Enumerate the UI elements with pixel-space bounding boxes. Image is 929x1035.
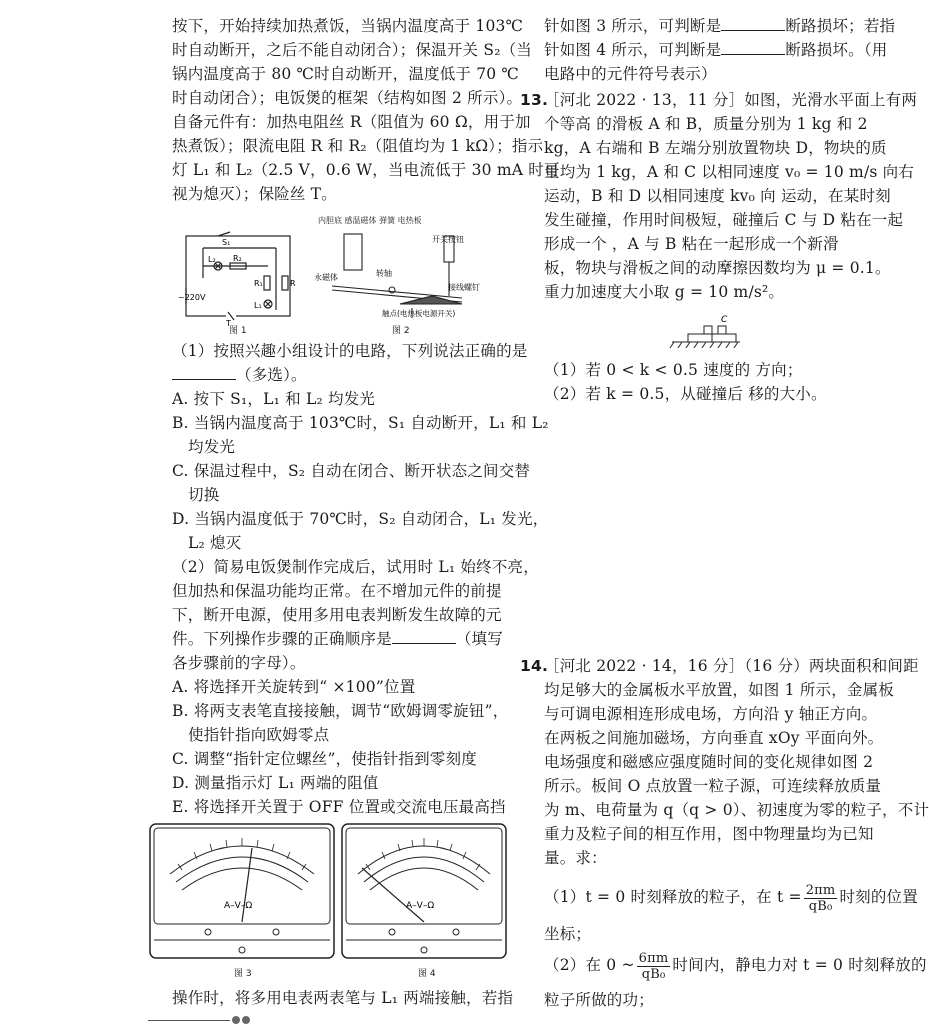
text-line: 针如图 3 所示，可判断是 断路损坏；若指: [544, 17, 896, 35]
q14-sub-1: （1）t = 0 时刻释放的粒子，在 t = $\frac{2\pi m}{\text{qB₀}}$ 时刻的位置: [544, 882, 918, 914]
figure-2-caption: 图 2: [392, 326, 410, 336]
option-a: A. 按下 S₁，L₁ 和 L₂ 均发光: [172, 390, 376, 408]
answer-blank[interactable]: [172, 365, 236, 380]
q2-line: 各步骤前的字母）。: [172, 654, 306, 672]
step-b: B. 将两支表笔直接接触，调节“欧姆调零旋钮”，: [172, 702, 509, 720]
step-a: A. 将选择开关旋转到“ ×100”位置: [172, 678, 416, 696]
q13-line: 发生碰撞，作用时间极短，碰撞后 C 与 D 粘在一起: [544, 211, 904, 229]
dial-label: A–V–Ω: [406, 901, 435, 911]
step-c: C. 调整“指针定位螺丝”，使指针指到零刻度: [172, 750, 477, 768]
q2-line: （2）简易电饭煲制作完成后，试用时 L₁ 始终不亮，: [172, 558, 539, 576]
magnet-label: 永磁体: [314, 273, 338, 282]
q13-line: kg，A 右端和 B 左端分别放置物块 D，物块的质: [544, 139, 887, 157]
q13-line: 板，物块与滑板之间的动摩擦因数均为 μ = 0.1。: [544, 259, 891, 277]
q14-line: 电场强度和磁感应强度随时间的变化规律如图 2: [544, 753, 874, 771]
q14-line: 所示。板间 O 点放置一粒子源，可连续释放质量: [544, 777, 882, 795]
text-line: 时自动闭合）；电饭煲的框架（结构如图 2 所示）。: [172, 89, 523, 107]
question-number: 14.: [520, 657, 549, 675]
figure-3-caption: 图 3: [234, 969, 252, 979]
q13-line: ［河北 2022 · 13，11 分］如图，光滑水平面上有两: [544, 91, 918, 109]
r2-label: R₂: [233, 254, 242, 263]
figure-4-meter: [340, 822, 508, 962]
fraction: $\frac{2\pi m}{\text{qB₀}}$: [805, 882, 836, 914]
figure-1-circuit: [178, 228, 303, 336]
page-dot: [242, 1016, 250, 1024]
q13-sub-1: （1）若 0 < k < 0.5 速度的 方向；: [544, 361, 803, 379]
q14-sub-1-cont: 坐标；: [544, 925, 592, 943]
option-b-cont: 均发光: [188, 438, 236, 456]
q14-line: 与可调电源相连形成电场，方向沿 y 轴正方向。: [544, 705, 878, 723]
option-b: B. 当锅内温度高于 103℃时，S₁ 自动断开，L₁ 和 L₂: [172, 414, 549, 432]
answer-blank[interactable]: [392, 629, 456, 644]
option-d-cont: L₂ 熄灭: [188, 534, 242, 552]
q14-line: 为 m、电荷量为 q（q > 0）、初速度为零的粒子，不计: [544, 801, 929, 819]
step-d: D. 测量指示灯 L₁ 两端的阻值: [172, 774, 379, 792]
text-line: 热煮饭）；限流电阻 R 和 R₂（阻值均为 1 kΩ）；指示: [172, 137, 544, 155]
block-c-label: C: [721, 315, 728, 325]
contact-label: 触点(电热板电源开关): [382, 309, 456, 318]
switch-button-label: 开关按钮: [432, 235, 464, 244]
q2-line: 件。下列操作步骤的正确顺序是 （填写: [172, 630, 503, 648]
text-line: 针如图 4 所示，可判断是 断路损坏。（用: [544, 41, 888, 59]
q14-line: 重力及粒子间的相互作用，图中物理量均为已知: [544, 825, 874, 843]
q2-line: 但加热和保温功能均正常。在不增加元件的前提: [172, 582, 502, 600]
q13-line: 量均为 1 kg，A 和 C 以相同速度 v₀ = 10 m/s 向右: [544, 163, 915, 181]
screw-label: 接线螺钉: [448, 283, 480, 292]
q13-line: 运动，B 和 D 以相同速度 kv₀ 向 运动，在某时刻: [544, 187, 891, 205]
l1-label: L₁: [254, 301, 262, 310]
text-line: 锅内温度高于 80 ℃时自动断开，温度低于 70 ℃: [172, 65, 520, 83]
q14-sub-2: （2）在 0 ~ $\frac{6\pi m}{\text{qB₀}}$ 时间内，静电力对 t = 0 时刻释放的: [544, 950, 927, 982]
q13-line: 重力加速度大小取 g = 10 m/s²。: [544, 283, 785, 301]
figure-3-meter: [148, 822, 336, 962]
figure-2-mechanism: [312, 226, 502, 326]
shaft-label: 转轴: [376, 269, 392, 278]
fraction: $\frac{6\pi m}{\text{qB₀}}$: [638, 950, 669, 982]
s1-label: S₁: [222, 238, 231, 247]
q13-line: 个等高 的滑板 A 和 B，质量分别为 1 kg 和 2: [544, 115, 868, 133]
question-stem-cont: （多选）。: [172, 365, 307, 385]
r1-label: R₁: [254, 279, 263, 288]
q13-sub-2: （2）若 k = 0.5，从碰撞后 移的大小。: [544, 385, 827, 403]
step-e: E. 将选择开关置于 OFF 位置或交流电压最高挡: [172, 798, 506, 816]
option-d: D. 当锅内温度低于 70℃时，S₂ 自动闭合，L₁ 发光，: [172, 510, 549, 528]
step-b-cont: 使指针指向欧姆零点: [188, 726, 330, 744]
q13-line: 形成一个 ，A 与 B 粘在一起形成一个新滑: [544, 235, 839, 253]
q14-line: 在两板之间施加磁场，方向垂直 xOy 平面向外。: [544, 729, 884, 747]
q14-line: ［河北 2022 · 14，16 分］（16 分）两块面积和间距: [544, 657, 919, 675]
q14-sub-2-cont: 粒子所做的功；: [544, 991, 654, 1009]
text-line: 按下，开始持续加热煮饭，当锅内温度高于 103℃: [172, 17, 524, 35]
q13-figure: [666, 306, 746, 354]
page-rule: [148, 1020, 230, 1021]
fuse-label: T: [226, 319, 231, 328]
r-label: R: [290, 279, 296, 288]
text-line: 灯 L₁ 和 L₂（2.5 V，0.6 W，当电流低于 30 mA 时可: [172, 161, 560, 179]
figure-1-caption: 图 1: [229, 326, 247, 336]
text-line: 操作时，将多用电表两表笔与 L₁ 两端接触，若指: [172, 989, 514, 1007]
dial-label: A–V–Ω: [224, 901, 253, 911]
l2-label: L₂: [208, 255, 216, 264]
option-c-cont: 切换: [188, 486, 220, 504]
answer-blank[interactable]: [721, 16, 785, 31]
text-line: 时自动断开，之后不能自动闭合）；保温开关 S₂（当: [172, 41, 533, 59]
q14-line: 量。求：: [544, 849, 607, 867]
figure-4-caption: 图 4: [418, 969, 436, 979]
q2-line: 下，断开电源，使用多用电表判断发生故障的元: [172, 606, 502, 624]
figure-2-title: 内胆底 感温磁体 弹簧 电热板: [318, 216, 422, 225]
question-number: 13.: [520, 91, 549, 109]
question-stem: （1）按照兴趣小组设计的电路，下列说法正确的是: [172, 342, 528, 360]
text-line: 自备元件有：加热电阻丝 R（阻值为 60 Ω，用于加: [172, 113, 531, 131]
q14-line: 均足够大的金属板水平放置，如图 1 所示，金属板: [544, 681, 895, 699]
option-c: C. 保温过程中，S₂ 自动在闭合、断开状态之间交替: [172, 462, 531, 480]
text-line: 视为熄灭）；保险丝 T。: [172, 185, 337, 203]
page-dot: [232, 1016, 240, 1024]
answer-blank[interactable]: [721, 40, 785, 55]
voltage-label: ~220V: [178, 293, 206, 302]
text-line: 电路中的元件符号表示）: [544, 65, 717, 83]
